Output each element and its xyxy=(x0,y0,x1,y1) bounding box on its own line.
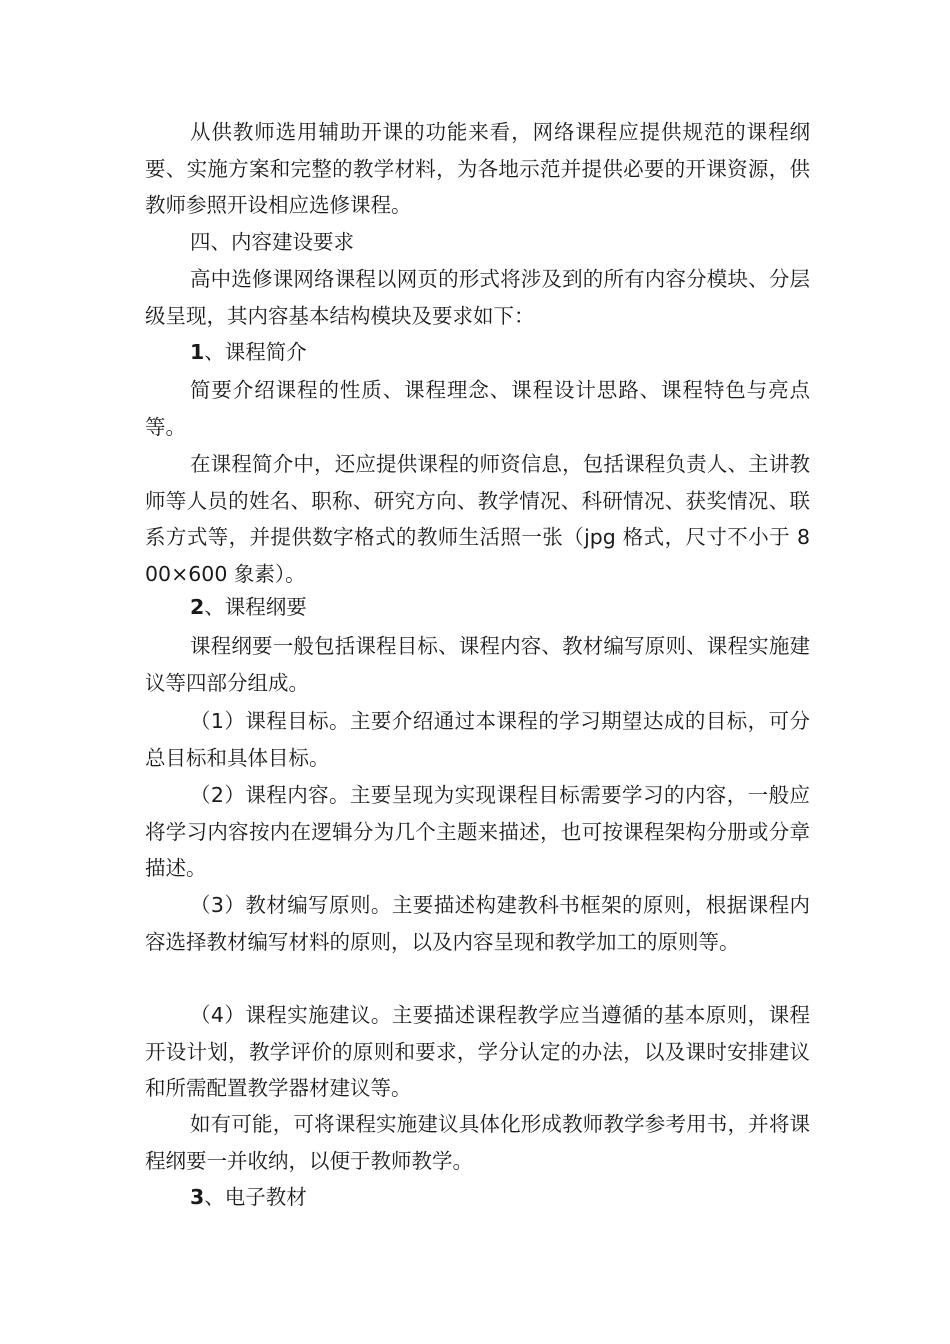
heading-electronic-textbook xyxy=(190,1179,307,1216)
heading-course-intro xyxy=(190,334,307,371)
paragraph-outline-composition: 课程纲要一般包括课程目标、课程内容、教材编写原则、课程实施建议等四部分组成。 xyxy=(145,634,810,695)
heading-text: 、课程简介 xyxy=(204,340,307,364)
heading-course-outline xyxy=(190,589,307,626)
section-heading-content-requirements: 四、内容建设要求 xyxy=(190,230,354,254)
paragraph-implementation-advice: （4）课程实施建议。主要描述课程教学应当遵循的基本原则，课程开设计划，教学评价的原则和要求，学分认定的办法，以及课时安排建议和所需配置教学器材建议等。 xyxy=(145,1003,810,1100)
heading-number: 1 xyxy=(190,340,205,364)
paragraph-textbook-principles: （3）教材编写原则。主要描述构建教科书框架的原则，根据课程内容选择教材编写材料的原则，以及内容呈现和教学加工的原则等。 xyxy=(145,893,810,954)
paragraph-teacher-info: 在课程简介中，还应提供课程的师资信息，包括课程负责人、主讲教师等人员的姓名、职称、研究方向、教学情况、科研情况、获奖情况、联系方式等，并提供数字格式的教师生活照一张（jpg 格式，尺寸不小于 800×600 象素）。 xyxy=(145,452,810,586)
paragraph-course-content: （2）课程内容。主要呈现为实现课程目标需要学习的内容，一般应将学习内容按内在逻辑分为几个主题来描述，也可按课程架构分册或分章描述。 xyxy=(145,783,810,880)
heading-number: 2 xyxy=(190,595,205,619)
paragraph-course-goals: （1）课程目标。主要介绍通过本课程的学习期望达成的目标，可分总目标和具体目标。 xyxy=(145,709,810,770)
paragraph-teacher-reference: 如有可能，可将课程实施建议具体化形成教师教学参考用书，并将课程纲要一并收纳，以便于教师教学。 xyxy=(145,1112,810,1173)
heading-text: 、电子教材 xyxy=(204,1185,307,1209)
paragraph-structure-intro: 高中选修课网络课程以网页的形式将涉及到的所有内容分模块、分层级呈现，其内容基本结构模块及要求如下： xyxy=(145,267,810,328)
heading-text: 、课程纲要 xyxy=(204,595,307,619)
paragraph-teaching-function: 从供教师选用辅助开课的功能来看，网络课程应提供规范的课程纲要、实施方案和完整的教学材料，为各地示范并提供必要的开课资源，供教师参照开设相应选修课程。 xyxy=(145,120,810,217)
paragraph-course-intro-summary: 简要介绍课程的性质、课程理念、课程设计思路、课程特色与亮点等。 xyxy=(145,378,810,439)
heading-number: 3 xyxy=(190,1185,205,1209)
